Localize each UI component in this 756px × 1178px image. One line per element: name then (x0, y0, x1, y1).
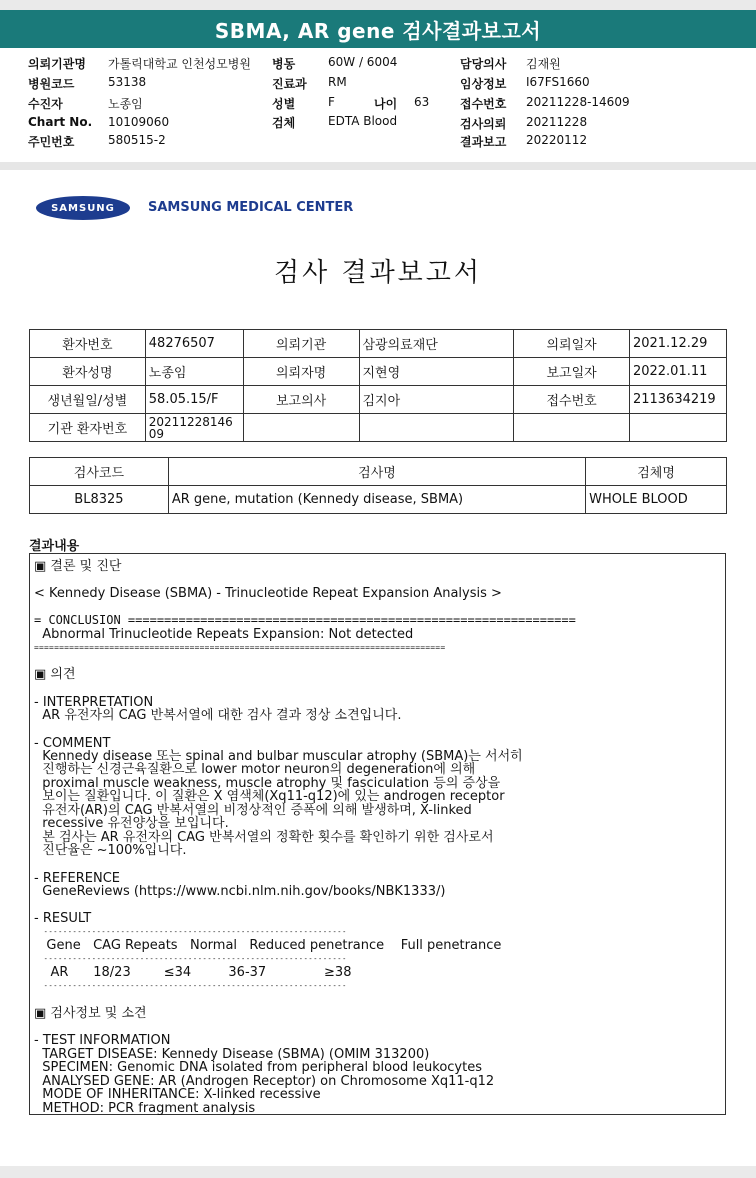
result-line: AR 18/23 ≤34 36-37 ≥38 (34, 965, 352, 980)
result-line: - RESULT (34, 911, 92, 926)
top-shade (0, 0, 756, 10)
table-cell: 환자성명 (30, 358, 146, 386)
table-cell: 48276507 (145, 330, 243, 358)
result-line: 유전자(AR)의 CAG 반복서열의 비정상적인 증폭에 의해 발생하며, X-linked (34, 803, 472, 818)
table-cell: 김지아 (359, 386, 514, 414)
result-line: - REFERENCE (34, 871, 121, 886)
table-cell: 지현영 (359, 358, 514, 386)
hdr-label: 접수번호 (460, 97, 507, 111)
table-cell: 2021122814609 (145, 414, 243, 442)
hdr-value: 김재원 (526, 57, 561, 71)
hdr-label: 주민번호 (28, 135, 75, 149)
result-line: - COMMENT (34, 736, 111, 751)
section-divider (0, 162, 756, 170)
result-line: --------------------------------------------------------------- (34, 928, 347, 936)
bottom-shade (0, 1166, 756, 1178)
table-cell: 58.05.15/F (145, 386, 243, 414)
table-cell: 기관 환자번호 (30, 414, 146, 442)
result-line: recessive 유전양상을 보입니다. (34, 816, 229, 831)
hdr-label: 병원코드 (28, 77, 75, 91)
table-cell: 의뢰기관 (243, 330, 359, 358)
result-line: Abnormal Trinucleotide Repeats Expansion: Not detected (34, 627, 414, 642)
table-cell (359, 414, 514, 442)
table-cell: 2021.12.29 (629, 330, 726, 358)
result-line: TARGET DISEASE: Kennedy Disease (SBMA) (OMIM 313200) (34, 1047, 430, 1062)
hdr-value: 53138 (108, 75, 147, 89)
result-line: METHOD: PCR fragment analysis (34, 1101, 256, 1116)
result-line: - INTERPRETATION (34, 695, 154, 710)
results-heading: 결과내용 (29, 539, 80, 554)
result-line: AR 유전자의 CAG 반복서열에 대한 검사 결과 정상 소견입니다. (34, 708, 402, 723)
hdr-label: 성별 (272, 97, 296, 111)
test-info-table (29, 457, 727, 514)
hdr-label: 병동 (272, 57, 296, 71)
hdr-value: RM (328, 75, 347, 89)
hdr-label: 결과보고 (460, 135, 507, 149)
report-title-bar (0, 10, 756, 48)
page-title: 검사 결과보고서 (273, 258, 483, 288)
samsung-logo (36, 196, 130, 220)
hdr-value: 10109060 (108, 115, 170, 129)
hdr-label: 담당의사 (460, 57, 507, 71)
hdr-value: 63 (414, 95, 430, 109)
result-line: --------------------------------------------------------------- (34, 982, 347, 990)
result-line: 진행하는 신경근육질환으로 lower motor neuron의 degeneration에 의해 (34, 762, 476, 777)
table-cell: 보고일자 (514, 358, 630, 386)
hdr-value: 580515-2 (108, 133, 166, 147)
result-line: ANALYSED GENE: AR (Androgen Receptor) on Chromosome Xq11-q12 (34, 1074, 495, 1089)
result-line: proximal muscle weakness, muscle atrophy 및 fasciculation 등의 증상을 (34, 776, 501, 791)
hdr-value: 20220112 (526, 133, 588, 147)
hdr-label: 수진자 (28, 97, 63, 111)
results-box (29, 553, 726, 1115)
result-line: --------------------------------------------------------------- (34, 955, 347, 963)
hdr-value: 20211228 (526, 115, 588, 129)
hdr-value: EDTA Blood (328, 114, 398, 128)
table-cell: WHOLE BLOOD (586, 486, 727, 514)
result-line: = CONCLUSION ============================================================== (34, 613, 576, 627)
result-line: GeneReviews (https://www.ncbi.nlm.nih.gov/books/NBK1333/) (34, 884, 446, 899)
hdr-value: 60W / 6004 (328, 55, 398, 69)
hdr-label: 나이 (374, 97, 398, 111)
table-header: 검사코드 (30, 458, 169, 486)
hdr-value: 가톨릭대학교 인천성모병원 (108, 57, 251, 71)
table-cell: BL8325 (30, 486, 169, 514)
hdr-value: F (328, 95, 335, 109)
hdr-label: 임상정보 (460, 77, 507, 91)
patient-info-table (29, 329, 727, 442)
table-header: 검사명 (168, 458, 585, 486)
table-cell: AR gene, mutation (Kennedy disease, SBMA) (168, 486, 585, 514)
result-line: ================================================================================== (34, 643, 446, 652)
table-header: 검체명 (586, 458, 727, 486)
result-line: ▣ 결론 및 진단 (34, 559, 122, 574)
table-cell: 의뢰자명 (243, 358, 359, 386)
hdr-value: 노종임 (108, 97, 143, 111)
table-cell: 보고의사 (243, 386, 359, 414)
report-title: SBMA, AR gene 검사결과보고서 (214, 18, 542, 43)
result-line: - TEST INFORMATION (34, 1033, 171, 1048)
hdr-label: 진료과 (272, 77, 307, 91)
result-line: 본 검사는 AR 유전자의 CAG 반복서열의 정확한 횟수를 확인하기 위한 검사로서 (34, 830, 494, 845)
hdr-label: 의뢰기관명 (28, 57, 86, 71)
hospital-name: SAMSUNG MEDICAL CENTER (148, 200, 354, 215)
table-cell: 생년월일/성별 (30, 386, 146, 414)
result-line: SPECIMEN: Genomic DNA isolated from peripheral blood leukocytes (34, 1060, 482, 1075)
table-cell: 2113634219 (629, 386, 726, 414)
result-line: Gene CAG Repeats Normal Reduced penetrance Full penetrance (34, 938, 502, 953)
table-cell: 접수번호 (514, 386, 630, 414)
table-cell: 2022.01.11 (629, 358, 726, 386)
hdr-label: 검체 (272, 116, 296, 130)
result-line: 보이는 질환입니다. 이 질환은 X 염색체(Xq11-q12)에 있는 androgen receptor (34, 789, 505, 804)
logo-badge: SAMSUNG (51, 202, 115, 214)
hdr-value: 20211228-14609 (526, 95, 630, 109)
hdr-label: 검사의뢰 (460, 117, 507, 131)
table-cell: 의뢰일자 (514, 330, 630, 358)
table-cell (243, 414, 359, 442)
result-line: < Kennedy Disease (SBMA) - Trinucleotide Repeat Expansion Analysis > (34, 586, 502, 601)
table-cell: 노종임 (145, 358, 243, 386)
result-line: MODE OF INHERITANCE: X-linked recessive (34, 1087, 321, 1102)
result-line: 진단율은 ~100%입니다. (34, 843, 187, 858)
table-cell: 환자번호 (30, 330, 146, 358)
hdr-label: Chart No. (28, 115, 93, 129)
hdr-value: I67FS1660 (526, 75, 590, 89)
table-cell (629, 414, 726, 442)
result-line: ▣ 의견 (34, 667, 76, 682)
table-cell (514, 414, 630, 442)
table-cell: 삼광의료재단 (359, 330, 514, 358)
result-line: Kennedy disease 또는 spinal and bulbar muscular atrophy (SBMA)는 서서히 (34, 749, 523, 764)
result-line: ▣ 검사정보 및 소견 (34, 1006, 147, 1021)
